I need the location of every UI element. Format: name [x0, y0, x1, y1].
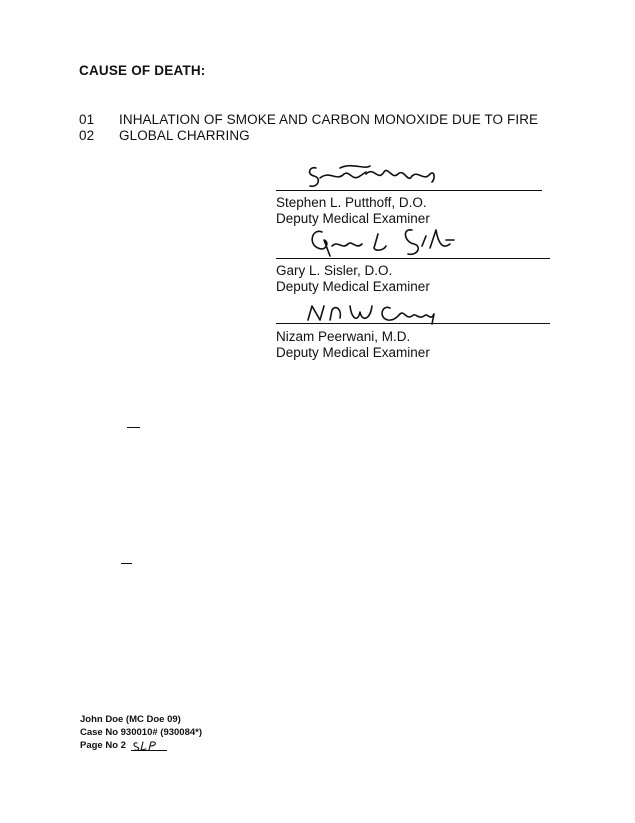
signatory-name: Nizam Peerwani, M.D. [276, 329, 411, 344]
signature-line [276, 323, 550, 324]
scan-mark [121, 563, 132, 564]
signatory-name: Stephen L. Putthoff, D.O. [276, 195, 427, 210]
cause-text: INHALATION OF SMOKE AND CARBON MONOXIDE DUE TO FIRE [119, 112, 539, 127]
signatory-title: Deputy Medical Examiner [276, 279, 430, 294]
scan-mark [127, 427, 140, 428]
cause-item-01 [79, 112, 538, 127]
signature-line [276, 258, 550, 259]
footer-case-name: John Doe (MC Doe 09) [80, 714, 181, 725]
footer-page-number [80, 739, 167, 752]
signature-putthoff [300, 160, 440, 192]
cause-text: GLOBAL CHARRING [119, 128, 250, 143]
page-number-label: Page No 2 [80, 740, 126, 751]
signature-peerwani [300, 296, 450, 326]
signatory-title: Deputy Medical Examiner [276, 211, 430, 226]
cause-number: 02 [79, 128, 95, 143]
cause-number: 01 [79, 112, 95, 127]
cause-item-02 [79, 128, 250, 143]
initials-signature [131, 740, 167, 752]
signature-sisler [300, 222, 460, 260]
signatory-name: Gary L. Sisler, D.O. [276, 263, 393, 278]
signatory-title: Deputy Medical Examiner [276, 345, 430, 360]
footer-case-number: Case No 930010# (930084*) [80, 727, 203, 738]
signature-line [276, 190, 542, 191]
cause-of-death-heading: CAUSE OF DEATH: [79, 63, 206, 78]
